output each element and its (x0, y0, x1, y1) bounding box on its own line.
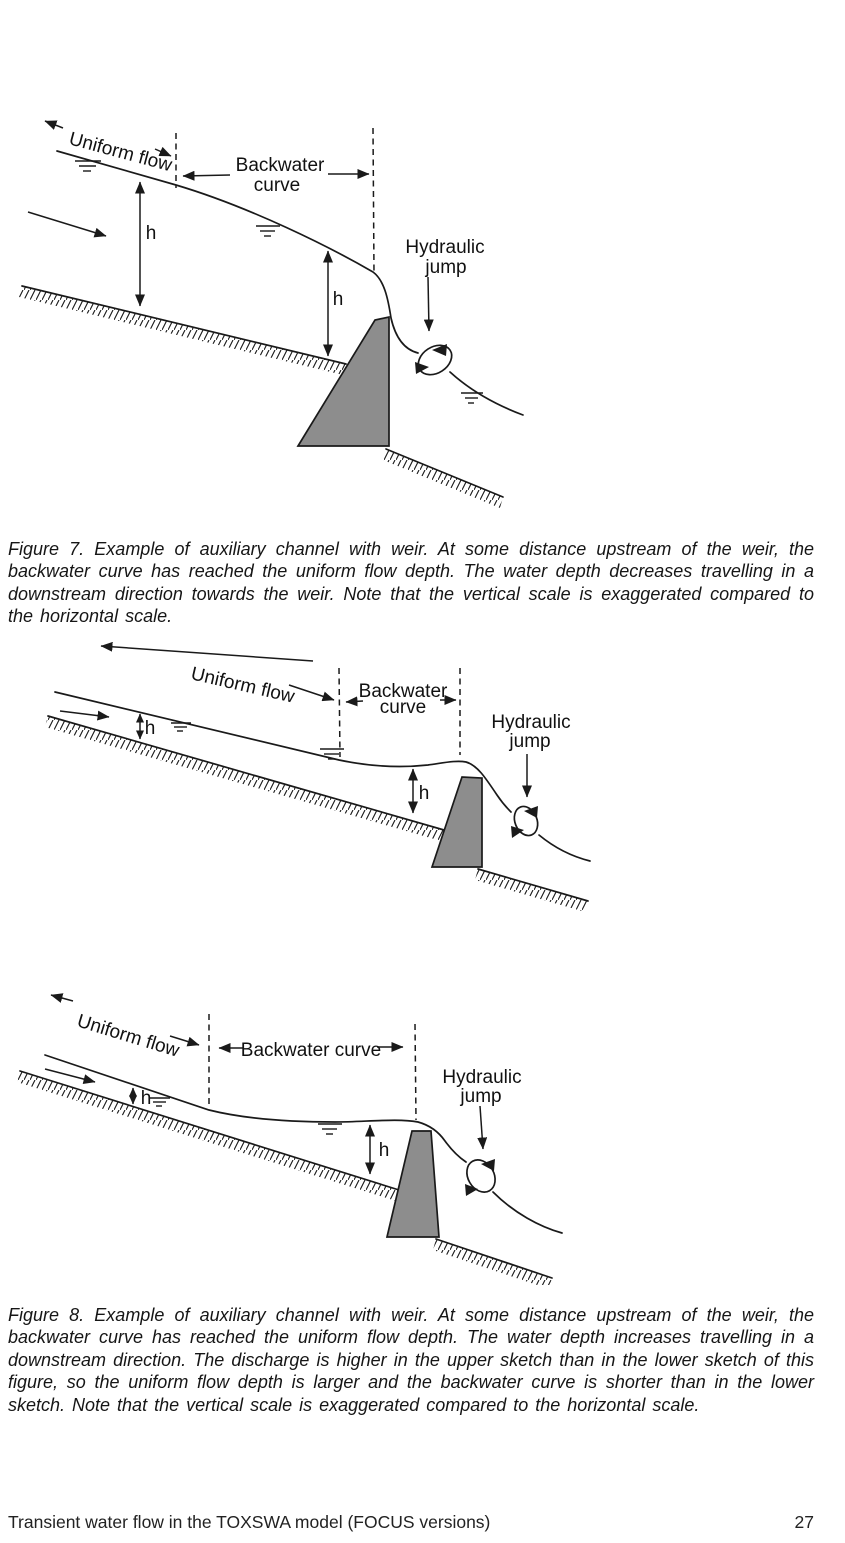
downstream-bed-line (436, 1239, 552, 1278)
hydraulic-jump-roller (461, 1155, 501, 1197)
depth-label-at-weir: h (418, 783, 430, 804)
uniform-flow-label: Uniform flow (188, 663, 297, 708)
dashed-boundary-upstream (339, 668, 340, 757)
tailwater-line (493, 1192, 562, 1233)
downstream-bed-hatch (475, 869, 588, 912)
backwater-curve-label: Backwater curve (240, 1040, 382, 1061)
figure7-caption (8, 538, 814, 628)
dashed-boundary-downstream (415, 1024, 416, 1120)
page-footer (8, 1512, 814, 1533)
water-surface-symbol (256, 226, 280, 236)
roller-ellipse (413, 339, 457, 380)
depth-label-upstream: h (145, 223, 157, 244)
caption-line: Figure 7. Example of auxiliary channel with weir. At some distance upstream of the weir, the (8, 539, 814, 559)
caption-line: Figure 8. Example of auxiliary channel with weir. At some distance upstream of the weir, the (8, 1305, 814, 1325)
weir (298, 317, 389, 446)
channel-bed-line (22, 286, 346, 364)
hydraulic-jump-pointer-arrow (428, 277, 429, 331)
water-surface-line (57, 151, 418, 353)
figure7-diagram (0, 88, 845, 510)
downstream-bed-hatch (383, 449, 503, 508)
uniform-flow-arrow (101, 646, 313, 661)
caption-line: backwater curve has reached the uniform flow depth. The water depth decreases travelling in a (8, 561, 814, 582)
caption-line: downstream direction. The discharge is higher in the upper sketch than in the lower sketch of this (8, 1349, 814, 1370)
depth-label-at-weir: h (378, 1140, 390, 1161)
hydraulic-jump-label-line2: jump (460, 1086, 502, 1107)
water-surface-symbol (150, 1098, 170, 1106)
figure8-upper-diagram (0, 635, 845, 915)
flow-direction-arrow (60, 711, 109, 717)
tailwater-line (539, 835, 590, 861)
footer-page-number: 27 (794, 1512, 814, 1532)
uniform-flow-arrow (51, 995, 73, 1001)
backwater-curve-label-line2: curve (253, 175, 301, 196)
uniform-flow-arrow (45, 121, 63, 128)
caption-line: sketch. Note that the vertical scale is exaggerated compared to the horizontal scale. (8, 1394, 700, 1415)
channel-bed-hatch (19, 286, 346, 375)
caption-line: downstream direction towards the weir. Note that the vertical scale is exaggerated compared to (8, 583, 814, 604)
backwater-curve-label-line1: Backwater (358, 681, 448, 702)
hydraulic-jump-pointer-arrow (480, 1106, 483, 1149)
hydraulic-jump-label-line2: jump (425, 257, 467, 278)
figure8-lower-diagram (0, 985, 845, 1285)
caption-line: the horizontal scale. (8, 606, 173, 627)
tailwater-line (450, 372, 523, 415)
footer-running-title: Transient water flow in the TOXSWA model (FOCUS versions) (8, 1512, 491, 1532)
downstream-bed-line (386, 449, 503, 497)
flow-direction-arrow (45, 1069, 95, 1082)
depth-label-at-weir: h (332, 289, 344, 310)
backwater-curve-label-line1: Backwater (235, 155, 325, 176)
backwater-curve-label-line2: curve (379, 697, 427, 718)
uniform-flow-label: Uniform flow (66, 128, 175, 177)
channel-bed-hatch (45, 716, 444, 841)
hydraulic-jump-label-line1: Hydraulic (491, 712, 571, 733)
dashed-boundary-downstream (373, 128, 374, 274)
hydraulic-jump-roller (413, 339, 457, 380)
downstream-bed-hatch (433, 1239, 552, 1285)
depth-label-upstream: h (140, 1088, 152, 1109)
hydraulic-jump-roller (510, 803, 542, 839)
hydraulic-jump-label-line1: Hydraulic (405, 237, 485, 258)
caption-line: backwater curve has reached the uniform flow depth. The water depth increases travelling in a (8, 1327, 814, 1348)
flow-direction-arrow (28, 212, 106, 236)
uniform-flow-label: Uniform flow (74, 1010, 182, 1062)
caption-line: figure, so the uniform flow depth is larger and the backwater curve is shorter than in the lower (8, 1372, 814, 1393)
weir (387, 1131, 439, 1237)
depth-label-upstream: h (144, 718, 156, 739)
hydraulic-jump-label-line2: jump (509, 731, 551, 752)
hydraulic-jump-label-line1: Hydraulic (442, 1067, 522, 1088)
weir (432, 777, 482, 867)
channel-bed-hatch (17, 1071, 399, 1201)
backwater-left-arrow (183, 175, 230, 176)
figure8-caption (8, 1304, 814, 1416)
water-surface-symbol (318, 1124, 342, 1134)
channel-bed-line (48, 716, 444, 830)
